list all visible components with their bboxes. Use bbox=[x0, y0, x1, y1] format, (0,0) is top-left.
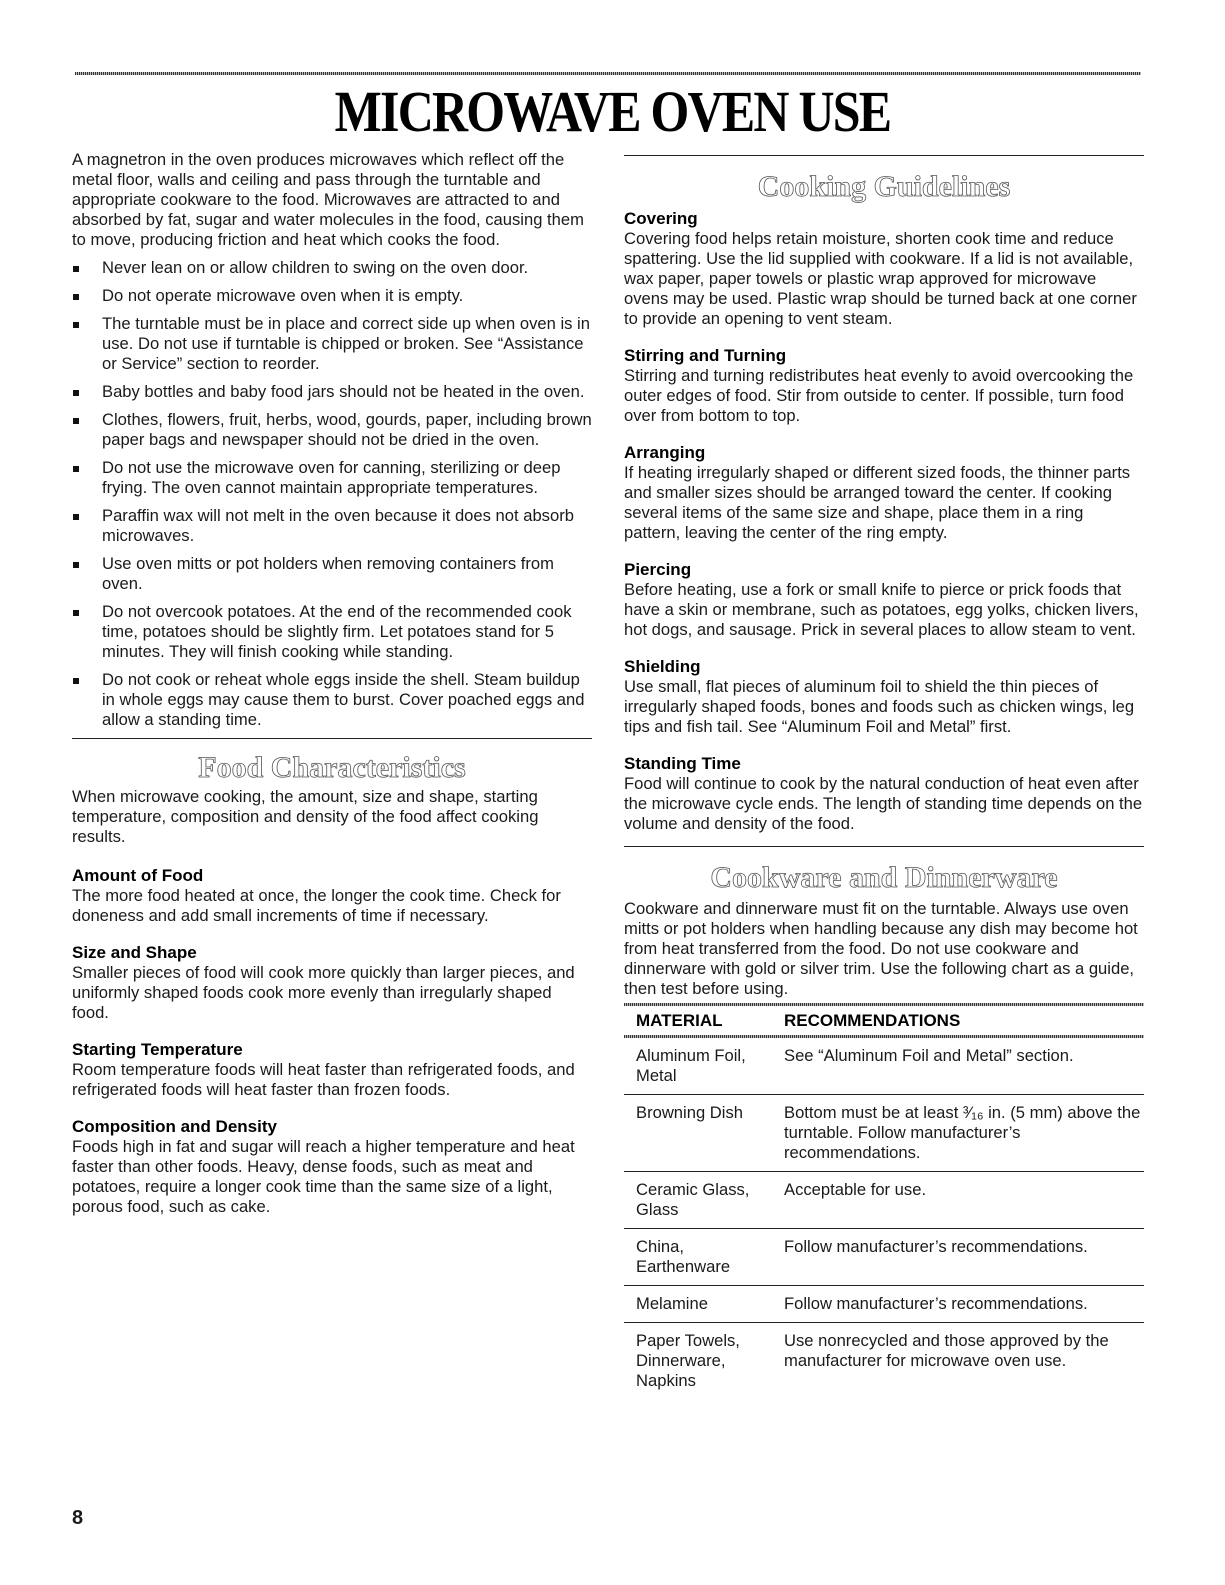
table-row bbox=[624, 1044, 1144, 1095]
material-cell: Aluminum Foil, Metal bbox=[636, 1046, 746, 1085]
subsection-covering bbox=[624, 208, 1144, 329]
cooking-guidelines-heading: Cooking Guidelines bbox=[757, 170, 1011, 203]
recommendation-cell: Bottom must be at least ³⁄₁₆ in. (5 mm) above the turntable. Follow manufacturer’s recommendations. bbox=[784, 1103, 1141, 1162]
cookware-intro: Cookware and dinnerware must fit on the turntable. Always use oven mitts or pot holders when handling because any dish may become hot from heat transferred from the food. Do not use cookware and dinnerware with gold or silver trim. Use the following chart as a guide, then test before using. bbox=[624, 899, 1138, 998]
subsection-shielding bbox=[624, 656, 1144, 737]
subsection-standing-time bbox=[624, 753, 1144, 834]
subsection-stirring-and-turning bbox=[624, 345, 1144, 426]
table-header-recommendations: RECOMMENDATIONS bbox=[784, 1011, 961, 1030]
subsection-title: Size and Shape bbox=[72, 943, 197, 962]
table-row bbox=[624, 1329, 1144, 1399]
food-characteristics-heading: Food Characteristics bbox=[198, 751, 466, 784]
subsection-arranging bbox=[624, 442, 1144, 543]
page-title: MICROWAVE OVEN USE bbox=[334, 79, 891, 144]
recommendation-cell: Follow manufacturer’s recommendations. bbox=[784, 1237, 1088, 1256]
subsection-title: Covering bbox=[624, 209, 698, 228]
table-row bbox=[624, 1178, 1144, 1229]
top-dotted-rule bbox=[75, 72, 1141, 75]
bullet-item: Baby bottles and baby food jars should not be heated in the oven. bbox=[72, 382, 592, 402]
table-header-row bbox=[624, 1006, 1144, 1035]
subsection-body: The more food heated at once, the longer the cook time. Check for doneness and add small increments of time if necessary. bbox=[72, 886, 561, 925]
table-row bbox=[624, 1292, 1144, 1323]
subsection-amount-of-food bbox=[72, 865, 592, 926]
subsection-body: Before heating, use a fork or small knife to pierce or prick foods that have a skin or membrane, such as potatoes, egg yolks, chicken livers, hot dogs, and sausage. Prick in several places to allow steam to vent. bbox=[624, 580, 1139, 639]
material-cell: Melamine bbox=[636, 1294, 708, 1313]
recommendation-cell: Follow manufacturer’s recommendations. bbox=[784, 1294, 1088, 1313]
cookware-heading: Cookware and Dinnerware bbox=[710, 861, 1058, 894]
subsection-title: Stirring and Turning bbox=[624, 346, 787, 365]
table-row bbox=[624, 1101, 1144, 1172]
bullet-item: Do not cook or reheat whole eggs inside the shell. Steam buildup in whole eggs may cause them to burst. Cover poached eggs and allow a standing time. bbox=[72, 670, 592, 730]
intro-paragraph: A magnetron in the oven produces microwaves which reflect off the metal floor, walls and ceiling and pass through the turntable and appropriate cookware to the food. Microwaves are attracted to and absorbed by fat, sugar and water molecules in the food, causing them to move, producing friction and heat which cooks the food. bbox=[72, 150, 584, 249]
right-column bbox=[624, 155, 1144, 1405]
material-cell: China, Earthenware bbox=[636, 1237, 731, 1276]
table-header-material: MATERIAL bbox=[636, 1011, 723, 1030]
table-header-rule bbox=[624, 1035, 1144, 1038]
section-divider bbox=[72, 738, 592, 739]
recommendation-cell: Acceptable for use. bbox=[784, 1180, 927, 1199]
cookware-table bbox=[624, 1003, 1144, 1399]
bullet-item: Do not use the microwave oven for canning, sterilizing or deep frying. The oven cannot maintain appropriate temperatures. bbox=[72, 458, 592, 498]
recommendation-cell: See “Aluminum Foil and Metal” section. bbox=[784, 1046, 1074, 1065]
bullet-item: Clothes, flowers, fruit, herbs, wood, gourds, paper, including brown paper bags and newspaper should not be dried in the oven. bbox=[72, 410, 592, 450]
material-cell: Browning Dish bbox=[636, 1103, 743, 1122]
bullet-item: Do not overcook potatoes. At the end of the recommended cook time, potatoes should be slightly firm. Let potatoes stand for 5 minutes. They will finish cooking while standing. bbox=[72, 602, 592, 662]
subsection-title: Composition and Density bbox=[72, 1117, 277, 1136]
left-column bbox=[72, 150, 592, 1233]
subsection-piercing bbox=[624, 559, 1144, 640]
subsection-title: Piercing bbox=[624, 560, 692, 579]
bullet-item: Paraffin wax will not melt in the oven because it does not absorb microwaves. bbox=[72, 506, 592, 546]
subsection-title: Shielding bbox=[624, 657, 701, 676]
bullet-item: Use oven mitts or pot holders when removing containers from oven. bbox=[72, 554, 592, 594]
subsection-body: Foods high in fat and sugar will reach a higher temperature and heat faster than other foods. Heavy, dense foods, such as meat and potatoes, require a longer cook time than the same size of a light, porous food, such as cake. bbox=[72, 1137, 575, 1216]
bullet-item: The turntable must be in place and correct side up when oven is in use. Do not use if turntable is chipped or broken. See “Assistance or Service” section to reorder. bbox=[72, 314, 592, 374]
section-divider bbox=[624, 846, 1144, 847]
subsection-title: Standing Time bbox=[624, 754, 741, 773]
subsection-body: Covering food helps retain moisture, shorten cook time and reduce spattering. Use the lid supplied with cookware. If a lid is not available, wax paper, paper towels or plastic wrap approved for microwave ovens may be used. Plastic wrap should be turned back at one corner to provide an opening to vent steam. bbox=[624, 229, 1137, 328]
subsection-starting-temperature bbox=[72, 1039, 592, 1100]
subsection-body: Smaller pieces of food will cook more quickly than larger pieces, and uniformly shaped foods cook more evenly than irregularly shaped food. bbox=[72, 963, 575, 1022]
subsection-composition-and-density bbox=[72, 1116, 592, 1217]
section-divider bbox=[624, 155, 1144, 156]
table-row bbox=[624, 1235, 1144, 1286]
table-body bbox=[624, 1044, 1144, 1399]
subsection-body: Stirring and turning redistributes heat evenly to avoid overcooking the outer edges of food. Stir from outside to center. If possible, turn food over from bottom to top. bbox=[624, 366, 1134, 425]
material-cell: Paper Towels, Dinnerware, Napkins bbox=[636, 1331, 740, 1390]
material-cell: Ceramic Glass, Glass bbox=[636, 1180, 750, 1219]
subsection-size-and-shape bbox=[72, 942, 592, 1023]
subsection-title: Amount of Food bbox=[72, 866, 204, 885]
safety-bullet-list bbox=[72, 258, 592, 730]
subsection-body: Room temperature foods will heat faster than refrigerated foods, and refrigerated foods will heat faster than frozen foods. bbox=[72, 1060, 575, 1099]
page-number: 8 bbox=[72, 1507, 84, 1529]
bullet-item: Never lean on or allow children to swing on the oven door. bbox=[72, 258, 592, 278]
subsection-body: Use small, flat pieces of aluminum foil to shield the thin pieces of irregularly shaped foods, bones and foods such as chicken wings, leg tips and fish tail. See “Aluminum Foil and Metal” first. bbox=[624, 677, 1135, 736]
subsection-body: If heating irregularly shaped or different sized foods, the thinner parts and smaller sizes should be arranged toward the center. If cooking several items of the same size and shape, place them in a ring pattern, leaving the center of the ring empty. bbox=[624, 463, 1131, 542]
bullet-item: Do not operate microwave oven when it is empty. bbox=[72, 286, 592, 306]
subsection-body: Food will continue to cook by the natural conduction of heat even after the microwave cycle ends. The length of standing time depends on the volume and density of the food. bbox=[624, 774, 1143, 833]
recommendation-cell: Use nonrecycled and those approved by the manufacturer for microwave oven use. bbox=[784, 1331, 1109, 1370]
subsection-title: Arranging bbox=[624, 443, 706, 462]
food-characteristics-intro: When microwave cooking, the amount, size and shape, starting temperature, composition and density of the food affect cooking results. bbox=[72, 787, 539, 846]
subsection-title: Starting Temperature bbox=[72, 1040, 243, 1059]
